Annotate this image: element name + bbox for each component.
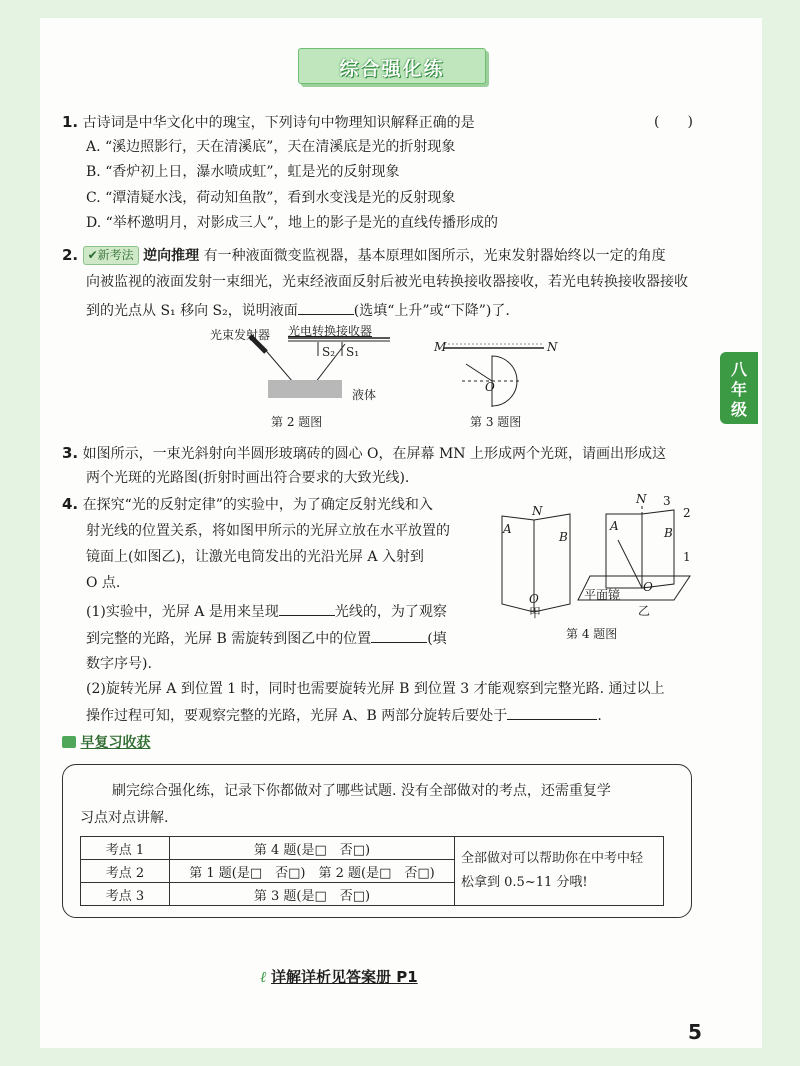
liquid-block [268, 380, 342, 398]
grade-side-tab [720, 352, 758, 424]
q4-part1-line-3: 数字序号). [86, 656, 152, 672]
fig4-pos-2: 2 [683, 506, 691, 520]
q4-blank-3[interactable] [507, 705, 597, 720]
q4-p2-text-c: . [597, 708, 602, 724]
fig4-mirror-label: 平面镜 [584, 588, 621, 602]
q4-part1-line-1 [86, 601, 447, 622]
q4-text-1: 在探究“光的反射定律”的实验中，为了确定反射光线和入 [82, 497, 433, 513]
table-cell-point: 考点 1 [81, 837, 170, 860]
q4-part1-line-2 [86, 628, 447, 649]
q1-stem: 古诗词是中华文化中的瑰宝，下列诗句中物理知识解释正确的是 [82, 115, 475, 131]
q2-text-3b: (选填“上升”或“下降”)了. [353, 303, 510, 319]
q4-p1-text-d: (填 [427, 631, 447, 647]
fig3-o-label: O [485, 380, 495, 394]
fig3-m-label: M [434, 340, 447, 354]
section-title-banner [298, 48, 486, 84]
q4-p2-text-b: 操作过程可知，要观察完整的光路，光屏 A、B 两部分旋转后要处于 [86, 708, 508, 724]
new-method-tag-label: 新考法 [97, 248, 134, 262]
table-cell-point: 考点 3 [81, 883, 170, 906]
q3-line-1 [62, 443, 666, 464]
fig4-pos-3: 3 [663, 494, 671, 508]
review-heading-label: 早复习收获 [80, 735, 151, 751]
figure-3 [432, 336, 552, 412]
q1-number: 1. [62, 113, 79, 131]
q4-p1-text-a: (1)实验中，光屏 A 是用来呈现 [86, 604, 279, 620]
fig4-yi-label: 乙 [638, 604, 651, 618]
q4-blank-1[interactable] [279, 601, 335, 616]
q2-answer-blank[interactable] [298, 300, 354, 315]
fig4-incident [618, 540, 642, 588]
fig4-b-label: B [559, 530, 568, 544]
table-cell-note [455, 837, 664, 906]
q2-line-2: 向被监视的液面发射一束细光，光束经液面反射后被光电转换接收器接收，若光电转换接收器接收 [86, 274, 688, 290]
q2-text-3a: 到的光点从 S₁ 移向 S₂，说明液面 [86, 303, 298, 319]
review-note-2: 松拿到 0.5~11 分哦! [461, 875, 588, 890]
checkpoint-table [80, 836, 664, 906]
table-cell-items[interactable]: 第 1 题(是□ 否□) 第 2 题(是□ 否□) [170, 860, 455, 883]
q4-part2-line-2 [86, 705, 602, 726]
q2-number: 2. [62, 246, 79, 264]
q4-number: 4. [62, 495, 79, 513]
fig2-emitter-label: 光束发射器 [210, 328, 271, 342]
q3-text-1: 如图所示，一束光斜射向半圆形玻璃砖的圆心 O，在屏幕 MN 上形成两个光斑，请画出形成这 [82, 446, 667, 462]
check-icon: ✔ [87, 248, 98, 262]
fig4-n2-label: N [636, 492, 647, 506]
fig4-a2-label: A [610, 519, 619, 533]
q2-text-1: 有一种液面微变监视器，基本原理如图所示，光束发射器始终以一定的角度 [203, 248, 666, 264]
q1-option-a: A. “溪边照影行，天在清溪底”，天在清溪底是光的折射现象 [86, 139, 456, 155]
review-heading [62, 732, 150, 752]
fig4-caption: 第 4 题图 [566, 627, 618, 641]
q1-stem-line [62, 112, 475, 133]
q2-label: 逆向推理 [143, 248, 200, 264]
q1-option-d: D. “举杯邀明月，对影成三人”，地上的影子是光的直线传播形成的 [86, 215, 498, 231]
q4-blank-2[interactable] [371, 628, 427, 643]
new-method-tag [83, 246, 139, 265]
table-cell-items[interactable]: 第 3 题(是□ 否□) [170, 883, 455, 906]
q1-option-c: C. “潭清疑水浅，荷动知鱼散”，看到水变浅是光的反射现象 [86, 190, 456, 206]
fig2-liquid-label: 液体 [352, 388, 377, 402]
q4-p1-text-c: 到完整的光路，光屏 B 需旋转到图乙中的位置 [86, 631, 372, 647]
q4-line-2: 射光线的位置关系，将如图甲所示的光屏立放在水平放置的 [86, 523, 450, 539]
table-cell-point: 考点 2 [81, 860, 170, 883]
q1-answer-paren: ( ) [654, 114, 693, 130]
table-row [81, 837, 664, 860]
fig3-caption: 第 3 题图 [470, 415, 522, 429]
q1-option-b: B. “香炉初上日，瀑水喷成虹”，虹是光的反射现象 [86, 164, 400, 180]
section-title: 综合强化练 [339, 58, 445, 80]
grade-side-tab-label: 八年级 [730, 360, 747, 419]
footer [260, 966, 418, 987]
q2-line-3 [86, 300, 510, 321]
q4-line-1 [62, 494, 433, 515]
fig3-n-label: N [547, 340, 558, 354]
fig4-o-label: O [529, 592, 539, 606]
fig4-a-label: A [503, 522, 512, 536]
fig4-n-label: N [532, 504, 543, 518]
book-icon [62, 736, 76, 748]
page-number: 5 [688, 1020, 702, 1044]
q4-line-3: 镜面上(如图乙)，让激光电筒发出的光沿光屏 A 入射到 [86, 549, 424, 565]
fig2-s2-label: S₂ [322, 345, 336, 359]
review-note-1: 全部做对可以帮助你在中考中轻 [461, 851, 644, 866]
fig2-s1-label: S₁ [346, 345, 360, 359]
fig4-o2-label: O [643, 580, 653, 594]
fig4-jia-label: 甲 [529, 606, 542, 620]
review-text-2: 习点对点讲解. [80, 810, 169, 826]
q3-number: 3. [62, 444, 79, 462]
fig4-screen-b [534, 514, 570, 612]
fig4-b2-label: B [664, 526, 673, 540]
q4-part2-line-1: (2)旋转光屏 A 到位置 1 时，同时也需要旋转光屏 B 到位置 3 才能观察到完整光路. 通过以上 [86, 681, 665, 697]
footer-text: 详解详析见答案册 P1 [271, 968, 418, 986]
q4-p1-text-b: 光线的，为了观察 [334, 604, 447, 620]
fig4-pos-1: 1 [683, 550, 691, 564]
q2-line-1 [62, 245, 666, 266]
incident-ray [466, 364, 492, 381]
fig2-receiver-label: 光电转换接收器 [288, 324, 373, 338]
q4-line-4: O 点. [86, 575, 121, 591]
fig2-caption: 第 2 题图 [271, 415, 323, 429]
q3-line-2: 两个光斑的光路图(折射时画出符合要求的大致光线). [86, 470, 410, 486]
table-cell-items[interactable]: 第 4 题(是□ 否□) [170, 837, 455, 860]
review-text-1: 刷完综合强化练，记录下你都做对了哪些试题. 没有全部做对的考点，还需重复学 [112, 783, 611, 799]
leaf-icon: ℓ [260, 968, 267, 986]
